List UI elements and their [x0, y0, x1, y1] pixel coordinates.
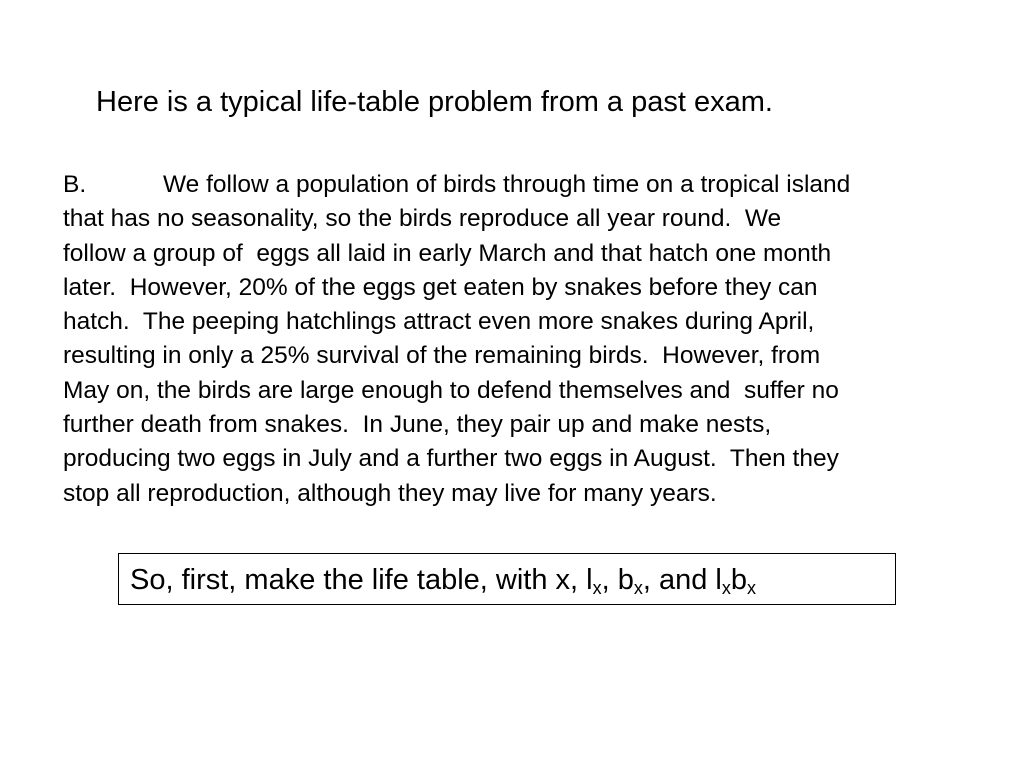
problem-line: that has no seasonality, so the birds reproduce all year round. We: [63, 205, 782, 233]
problem-line: hatch. The peeping hatchlings attract even more snakes during April,: [63, 308, 815, 336]
problem-line: May on, the birds are large enough to defend themselves and suffer no: [63, 376, 839, 404]
problem-text: [63, 168, 973, 511]
problem-line: [63, 168, 973, 202]
problem-line-text: We follow a population of birds through time on a tropical island: [163, 171, 851, 198]
subscript-x: x: [633, 578, 643, 599]
instruction-part: , and l: [642, 564, 722, 596]
subscript-x: x: [746, 578, 756, 599]
subscript-x: x: [721, 578, 731, 599]
problem-line: follow a group of eggs all laid in early March and that hatch one month: [63, 239, 832, 267]
problem-line: further death from snakes. In June, they pair up and make nests,: [63, 411, 772, 439]
slide-title: Here is a typical life-table problem from a past exam.: [96, 86, 773, 118]
subscript-x: x: [592, 578, 602, 599]
problem-label: B.: [63, 171, 87, 198]
problem-line: resulting in only a 25% survival of the remaining birds. However, from: [63, 342, 821, 370]
instruction-box: [118, 553, 896, 605]
instruction-text: [130, 561, 756, 599]
problem-line: producing two eggs in July and a further two eggs in August. Then they: [63, 445, 839, 473]
instruction-part: So, first, make the life table, with x, l: [130, 564, 593, 596]
instruction-part: b: [730, 564, 747, 596]
problem-line: later. However, 20% of the eggs get eaten by snakes before they can: [63, 273, 818, 301]
instruction-part: , b: [601, 564, 634, 596]
problem-line: stop all reproduction, although they may live for many years.: [63, 479, 717, 507]
